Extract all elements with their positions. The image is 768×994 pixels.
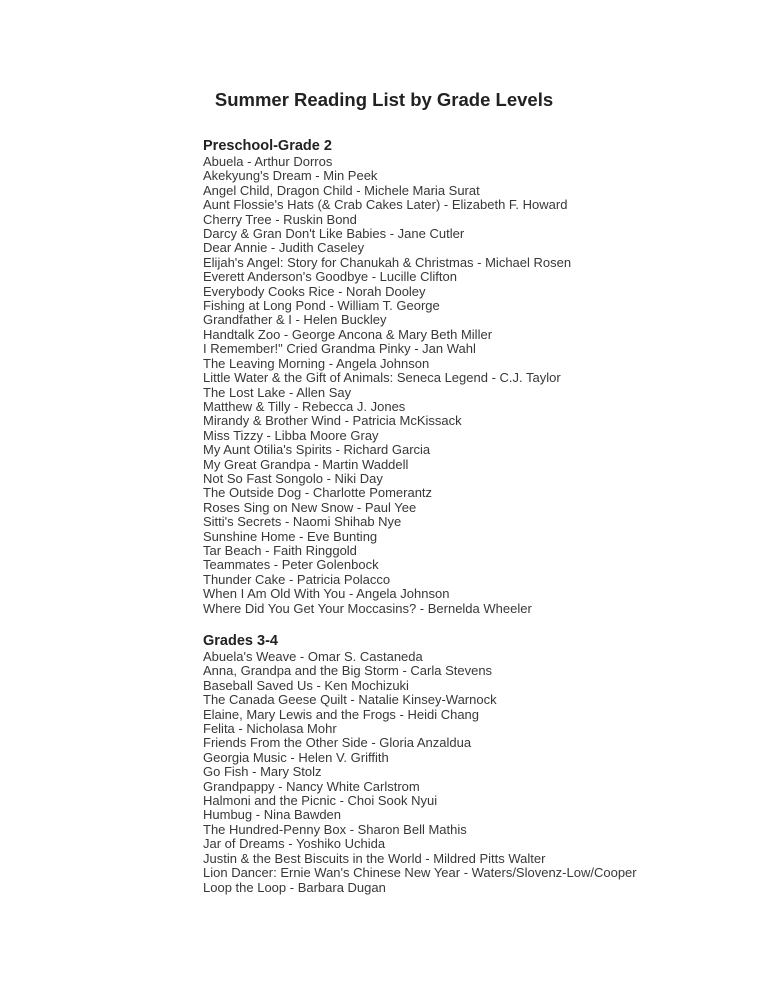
list-item: Matthew & Tilly - Rebecca J. Jones — [203, 398, 406, 414]
list-item: Everett Anderson's Goodbye - Lucille Clifton — [203, 269, 457, 285]
list-item: The Lost Lake - Allen Say — [203, 384, 352, 400]
list-item: I Remember!" Cried Grandma Pinky - Jan Wahl — [203, 341, 476, 357]
section-heading: Grades 3-4 — [203, 633, 278, 649]
section-heading: Preschool-Grade 2 — [203, 138, 332, 154]
list-item: Grandfather & I - Helen Buckley — [203, 312, 387, 328]
list-item: Dear Annie - Judith Caseley — [203, 240, 365, 256]
list-item: The Hundred-Penny Box - Sharon Bell Mathis — [203, 821, 467, 837]
list-item: Angel Child, Dragon Child - Michele Maria Surat — [203, 182, 480, 198]
list-item: Fishing at Long Pond - William T. George — [203, 298, 440, 314]
list-item: Teammates - Peter Golenbock — [203, 557, 379, 573]
list-item: Go Fish - Mary Stolz — [203, 764, 322, 780]
list-item: Felita - Nicholasa Mohr — [203, 721, 337, 737]
list-item: When I Am Old With You - Angela Johnson — [203, 586, 450, 602]
list-item: Sunshine Home - Eve Bunting — [203, 528, 378, 544]
list-item: Halmoni and the Picnic - Choi Sook Nyui — [203, 793, 438, 809]
section-grades-3-4 — [203, 632, 637, 895]
list-item: The Outside Dog - Charlotte Pomerantz — [203, 485, 433, 501]
list-item: Georgia Music - Helen V. Griffith — [203, 749, 389, 765]
list-item: The Leaving Morning - Angela Johnson — [203, 355, 430, 371]
list-item: My Great Grandpa - Martin Waddell — [203, 456, 409, 472]
list-item: Where Did You Get Your Moccasins? - Bernelda Wheeler — [203, 600, 532, 616]
list-item: Abuela's Weave - Omar S. Castaneda — [203, 649, 423, 664]
list-item: Humbug - Nina Bawden — [203, 807, 342, 823]
list-item: Miss Tizzy - Libba Moore Gray — [203, 427, 379, 443]
list-item: Little Water & the Gift of Animals: Seneca Legend - C.J. Taylor — [203, 370, 561, 386]
list-item: Elaine, Mary Lewis and the Frogs - Heidi Chang — [203, 706, 480, 722]
list-item: Everybody Cooks Rice - Norah Dooley — [203, 283, 426, 299]
list-item: The Canada Geese Quilt - Natalie Kinsey-Warnock — [203, 692, 497, 708]
list-item: Lion Dancer: Ernie Wan's Chinese New Year - Waters/Slovenz-Low/Cooper — [203, 865, 637, 881]
list-item: Justin & the Best Biscuits in the World - Mildred Pitts Walter — [203, 850, 546, 866]
list-item: Grandpappy - Nancy White Carlstrom — [203, 778, 420, 794]
list-item: Handtalk Zoo - George Ancona & Mary Beth Miller — [203, 326, 493, 342]
list-item: Sitti's Secrets - Naomi Shihab Nye — [203, 514, 402, 530]
list-item: Thunder Cake - Patricia Polacco — [203, 571, 391, 587]
list-item: Baseball Saved Us - Ken Mochizuki — [203, 677, 409, 693]
list-item: Friends From the Other Side - Gloria Anzaldua — [203, 735, 472, 751]
page-title: Summer Reading List by Grade Levels — [214, 89, 554, 110]
book-list — [203, 155, 571, 616]
list-item: Loop the Loop - Barbara Dugan — [203, 879, 386, 895]
list-item: Darcy & Gran Don't Like Babies - Jane Cutler — [203, 226, 465, 242]
list-item: Elijah's Angel: Story for Chanukah & Christmas - Michael Rosen — [203, 254, 572, 270]
section-preschool-grade-2 — [203, 137, 571, 616]
list-item: Abuela - Arthur Dorros — [203, 154, 333, 169]
list-item: Aunt Flossie's Hats (& Crab Cakes Later) - Elizabeth F. Howard — [203, 197, 568, 213]
list-item: Roses Sing on New Snow - Paul Yee — [203, 499, 417, 515]
list-item: Not So Fast Songolo - Niki Day — [203, 470, 383, 486]
list-item: Anna, Grandpa and the Big Storm - Carla Stevens — [203, 663, 493, 679]
list-item: Mirandy & Brother Wind - Patricia McKissack — [203, 413, 462, 429]
list-item: Akekyung's Dream - Min Peek — [203, 168, 378, 184]
list-item: My Aunt Otilia's Spirits - Richard Garcia — [203, 442, 431, 458]
list-item: Jar of Dreams - Yoshiko Uchida — [203, 836, 386, 852]
book-list — [203, 650, 637, 895]
list-item: Cherry Tree - Ruskin Bond — [203, 211, 357, 227]
list-item: Tar Beach - Faith Ringgold — [203, 542, 357, 558]
